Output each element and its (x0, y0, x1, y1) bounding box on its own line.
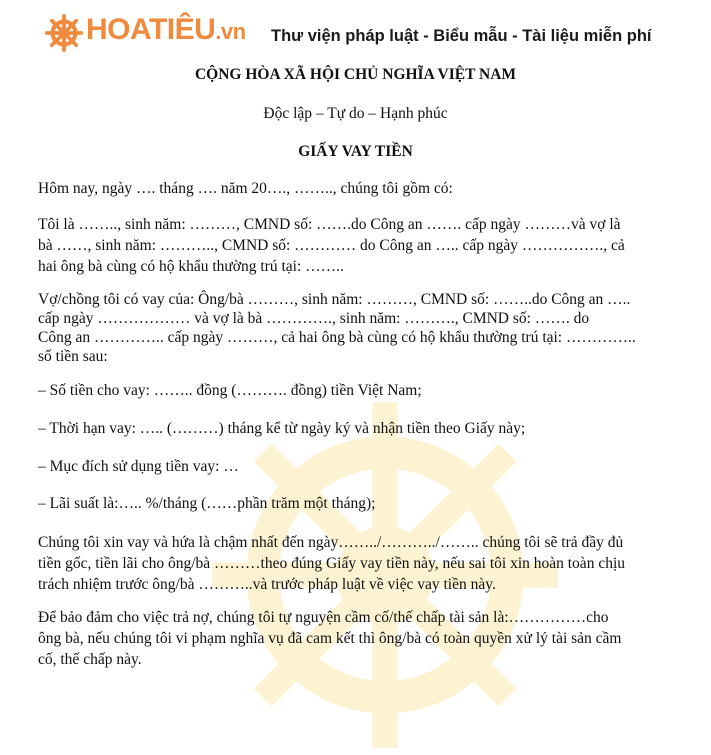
lender-paragraph (38, 290, 636, 366)
logo-main-text: HOATIÊU (86, 13, 216, 46)
nation-heading: CỘNG HÒA XÃ HỘI CHỦ NGHĨA VIỆT NAM (194, 66, 517, 83)
text-line: Chúng tôi xin vay và hứa là chậm nhất đến ngày……../………../…….. chúng tôi sẽ trả đầy đủ (38, 534, 624, 551)
motto: Độc lập – Tự do – Hạnh phúc (263, 105, 448, 122)
collateral-paragraph (38, 607, 621, 670)
text-line: cấp ngày ……………… và vợ là bà …………., sinh năm: ………., CMND số: ……. do (38, 310, 590, 327)
logo-suffix-text: .vn (215, 19, 246, 44)
site-header (0, 0, 711, 70)
text-line: ông bà, nếu chúng tôi vi phạm nghĩa vụ đã cam kết thì ông/bà có toàn quyền xử lý tài sản cầm (38, 630, 622, 647)
borrower-paragraph (38, 214, 625, 277)
ship-wheel-logo-icon (45, 14, 83, 52)
site-logo[interactable] (86, 13, 246, 47)
site-tagline: Thư viện pháp luật - Biểu mẫu - Tài liệu miễn phí (271, 27, 652, 45)
intro-paragraph (38, 178, 453, 199)
text-line: Để bảo đảm cho việc trả nợ, chúng tôi tự nguyện cầm cố/thế chấp tài sản là:……………cho (38, 609, 609, 626)
term-interest: – Lãi suất là:….. %/tháng (……phần trăm một tháng); (38, 495, 376, 512)
text-line: số tiền sau: (38, 348, 108, 365)
text-line: hai ông bà cùng có hộ khẩu thường trú tại: …….. (38, 258, 344, 275)
text-line: Tôi là …….., sinh năm: ………, CMND số: …….do Công an ……. cấp ngày ………và vợ là (38, 216, 621, 233)
text-line: trách nhiệm trước ông/bà ………..và trước pháp luật về việc vay tiền này. (38, 576, 496, 593)
text-line: tiền gốc, tiền lãi cho ông/bà ………theo đúng Giấy vay tiền này, nếu sai tôi xin hoàn toàn chịu (38, 555, 626, 572)
text-line: Vợ/chồng tôi có vay của: Ông/bà ………, sinh năm: ………, CMND số: ……..do Công an ….. (38, 291, 631, 308)
text-line: bà ……, sinh năm: ……….., CMND số: ………… do Công an ….. cấp ngày ……………., cả (38, 237, 625, 254)
text-line: Công an ………….. cấp ngày ………, cả hai ông bà cùng có hộ khẩu thường trú tại: ………….. (38, 329, 636, 346)
intro-line: Hôm nay, ngày …. tháng …. năm 20…., …….., chúng tôi gồm có: (38, 180, 453, 197)
term-duration: – Thời hạn vay: ….. (………) tháng kể từ ngày ký và nhận tiền theo Giấy này; (38, 420, 526, 437)
term-amount: – Số tiền cho vay: …….. đồng (………. đồng) tiền Việt Nam; (38, 382, 422, 399)
text-line: cố, thế chấp này. (38, 651, 142, 668)
document-title: GIẤY VAY TIỀN (298, 143, 413, 160)
term-purpose: – Mục đích sử dụng tiền vay: … (38, 458, 239, 475)
promise-paragraph (38, 532, 625, 595)
